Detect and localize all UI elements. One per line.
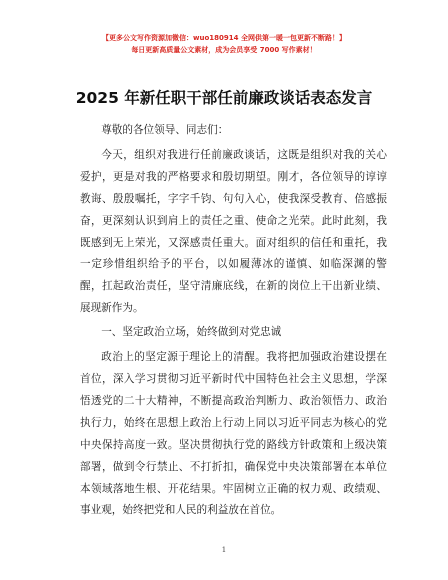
greeting: 尊敬的各位领导、同志们：: [101, 124, 229, 136]
section-heading-1: 一、坚定政治立场，始终做到对党忠诚: [101, 326, 282, 339]
promo-banner-line-1: 【更多公文写作资源加微信：wuo180914 全网供第一暖一包更新不断路！】: [102, 34, 346, 42]
page-number: 1: [221, 546, 227, 554]
promo-banner-line-2: 每日更新高质量公文素材，成为会员享受 7000 写作素材！: [131, 46, 317, 54]
paragraph-section-1: 政治上的坚定源于理论上的清醒。我将把加强政治建设摆在首位，深入学习贯彻习近平新时代中国特色社会主义思想，学深悟透党的二十大精神，不断提高政治判断力、政治领悟力、政治执行力，始终在思想上政治上行动上同以习近平同志为核心的党中央保持高度一致。坚决贯彻执行党的路线方针政策和上级决策部署，做到令行禁止、不打折扣，确保党中央决策部署在本单位本领域落地生根、开花结果。牢固树立正确的权力观、政绩观、事业观，始终把党和人民的利益放在首位。: [80, 351, 387, 517]
document-body: [80, 120, 387, 522]
paragraph-intro: 今天，组织对我进行任前廉政谈话，这既是组织对我的关心爱护，更是对我的严格要求和殷切期望。刚才，各位领导的谆谆教诲、殷殷嘱托，字字千钧、句句入心，使我深受教育、倍感振奋，更深刻认识到肩上的责任之重、使命之光荣。此时此刻，我既感到无上荣光，又深感责任重大。面对组织的信任和重托，我一定珍惜组织给予的平台，以如履薄冰的谨慎、如临深渊的警醒，扛起政治责任，坚守清廉底线，在新的岗位上干出新业绩、展现新作为。: [80, 148, 387, 315]
document-title: 2025 年新任职干部任前廉政谈话表态发言: [75, 89, 373, 107]
